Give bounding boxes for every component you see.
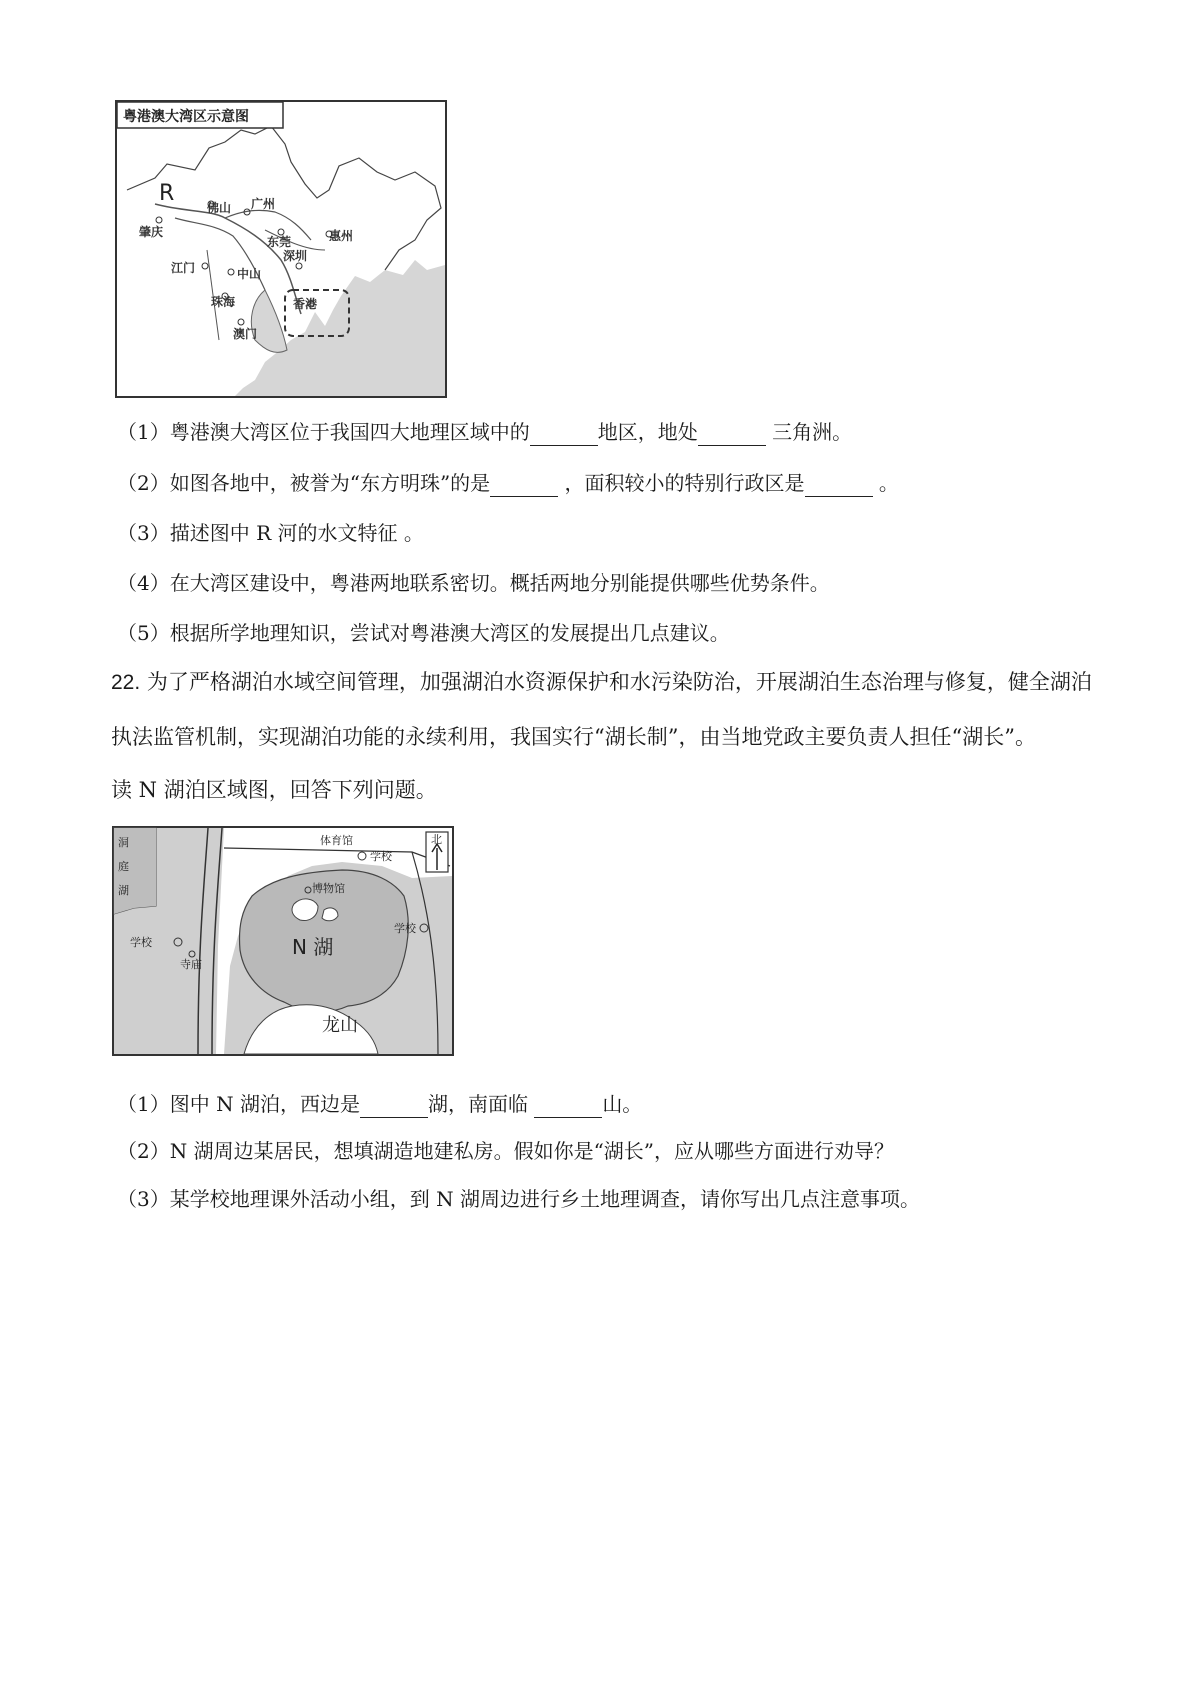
n-lake-region-map	[112, 826, 454, 1056]
city-foshan: 佛山	[207, 201, 232, 215]
blank-2[interactable]	[698, 423, 766, 446]
school-left-label: 学校	[130, 936, 152, 949]
q21-item-3: （3）描述图中 R 河的水文特征 。	[117, 521, 424, 545]
school-right-label: 学校	[394, 922, 416, 935]
city-zhuhai: 珠海	[211, 295, 236, 309]
n-lake-label: N 湖	[292, 935, 334, 959]
q22-item-2: （2）N 湖周边某居民，想填湖造地建私房。假如你是“湖长”，应从哪些方面进行劝导？	[117, 1139, 895, 1163]
city-zhongshan: 中山	[237, 267, 262, 281]
longshan-label: 龙山	[322, 1015, 358, 1036]
map1-title: 粤港澳大湾区示意图	[123, 109, 249, 125]
city-aomen: 澳门	[233, 327, 258, 341]
city-huizhou: 惠州	[329, 229, 354, 243]
q22-item-1: （1）图中 N 湖泊，西边是 湖，南面临 山。	[117, 1092, 643, 1116]
blank-3[interactable]	[490, 474, 558, 497]
school-top-label: 学校	[370, 850, 392, 863]
city-guangzhou: 广州	[251, 197, 276, 211]
greater-bay-area-map	[115, 100, 447, 398]
q22-stem-line2: 执法监管机制，实现湖泊功能的永续利用，我国实行“湖长制”，由当地党政主要负责人担任“湖长”。	[111, 725, 1036, 749]
temple-label: 寺庙	[180, 958, 202, 971]
gym-label: 体育馆	[320, 834, 353, 847]
city-xianggang: 香港	[293, 297, 318, 311]
q22-stem-line3: 读 N 湖泊区域图，回答下列问题。	[111, 778, 437, 802]
blank-6[interactable]	[534, 1095, 602, 1118]
q22-item-3: （3）某学校地理课外活动小组，到 N 湖周边进行乡土地理调查，请你写出几点注意事项。	[117, 1187, 920, 1211]
city-jiangmen: 江门	[171, 261, 196, 275]
museum-label: 博物馆	[312, 882, 345, 895]
river-label-r: R	[159, 181, 175, 206]
city-dongguan: 东莞	[267, 235, 292, 249]
west-lake-char-2: 庭	[118, 860, 129, 873]
city-zhaoqing: 肇庆	[139, 225, 164, 239]
q21-item-5: （5）根据所学地理知识，尝试对粤港澳大湾区的发展提出几点建议。	[117, 621, 730, 645]
q21-item-2: （2）如图各地中，被誉为“东方明珠”的是 ，面积较小的特别行政区是 。	[117, 471, 899, 495]
city-shenzhen: 深圳	[283, 249, 308, 263]
blank-1[interactable]	[530, 423, 598, 446]
q22-stem-line1: 22. 为了严格湖泊水域空间管理，加强湖泊水资源保护和水污染防治，开展湖泊生态治理与修复，健全湖泊	[111, 670, 1092, 694]
west-lake-char-1: 洞	[118, 836, 129, 849]
question-number: 22.	[111, 671, 141, 694]
west-lake-char-3: 湖	[118, 884, 129, 897]
q21-item-1: （1）粤港澳大湾区位于我国四大地理区域中的 地区，地处 三角洲。	[117, 420, 853, 444]
blank-5[interactable]	[360, 1095, 428, 1118]
north-arrow-label: 北	[431, 833, 442, 846]
blank-4[interactable]	[805, 474, 873, 497]
q21-item-4: （4）在大湾区建设中，粤港两地联系密切。概括两地分别能提供哪些优势条件。	[117, 571, 830, 595]
